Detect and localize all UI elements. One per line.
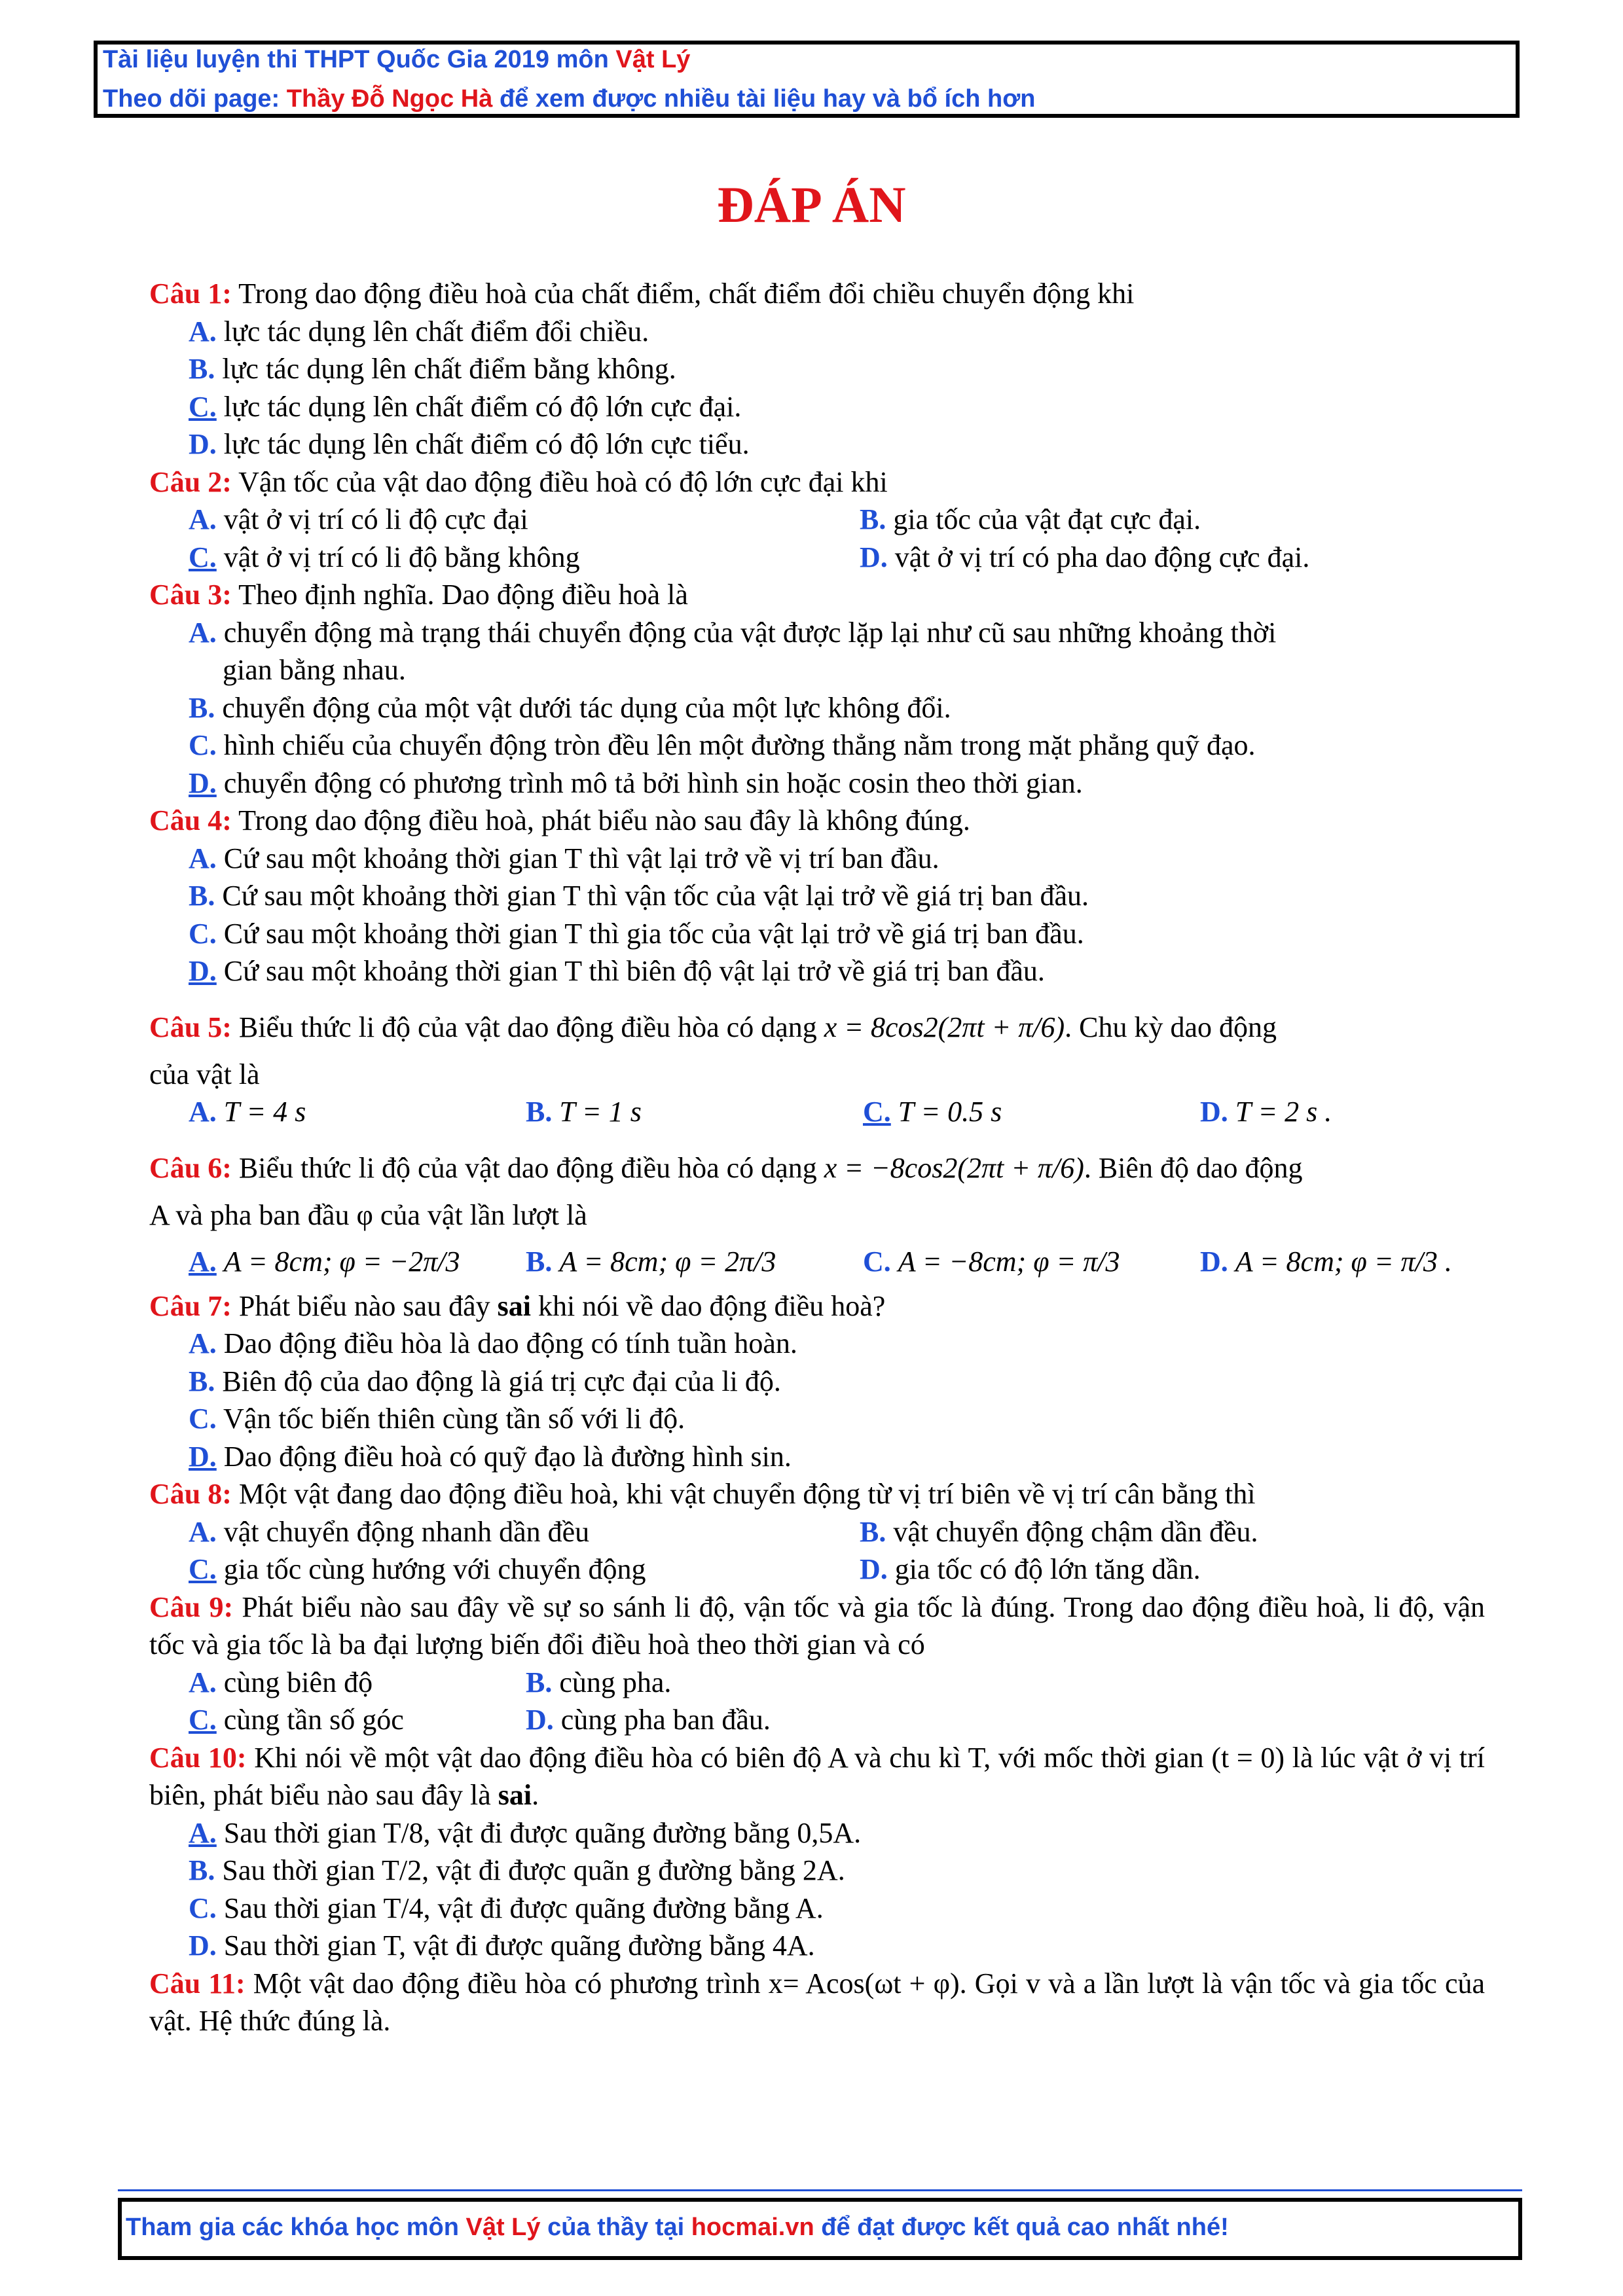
answer-marker: D. [189, 1440, 217, 1473]
question-5: Câu 5: Biểu thức li độ của vật dao động điều hòa có dạng x = 8cos2(2πt + π/6). Chu kỳ dao động của vật là A. T = 4 s B. T = 1 s C. T = 0.5 s D. T = 2 s . [149, 1011, 1332, 1128]
answer-marker: D. [189, 766, 217, 799]
question-10: Câu 10: Khi nói về một vật dao động điều hòa có biên độ A và chu kì T, với mốc thời gian (t = 0) là lúc vật ở vị trí biên, phát biểu nào sau đây là sai. A. Sau thời gian T/8, vật đi được quãng đường bằng 0,5A. B. Sau thời gian T/2, vật đi được quãn g đường bằng 2A. C. Sau thời gian T/4, vật đi được quãng đường bằng A. D. Sau thời gian T, vật đi được quãng đường bằng 4A. [149, 1741, 1486, 1962]
header-line-2: Theo dõi page: Thầy Đỗ Ngọc Hà để xem được nhiều tài liệu hay và bổ ích hơn [103, 85, 1036, 113]
question-6: Câu 6: Biểu thức li độ của vật dao động điều hòa có dạng x = −8cos2(2πt + π/6). Biên độ dao động A và pha ban đầu φ của vật lần lượt là A. A = 8cm; φ = −2π/3 B. A = 8cm; φ = 2π/3 C. A = −8cm; φ = π/3 D. A = 8cm; φ = π/3 . [149, 1151, 1452, 1278]
answer-marker: D. [189, 955, 217, 987]
answer-marker: C. [863, 1096, 891, 1128]
answer-marker: C. [189, 390, 217, 423]
footer-text: Tham gia các khóa học môn Vật Lý của thầy tại hocmai.vn để đạt được kết quả cao nhất nhé! [126, 2214, 1229, 2241]
question-2: Câu 2: Vận tốc của vật dao động điều hoà có độ lớn cực đại khi A. vật ở vị trí có li độ cực đại B. gia tốc của vật đạt cực đại. C. vật ở vị trí có li độ bằng không D. vật ở vị trí có pha dao động cực đại. [149, 465, 1310, 573]
formula: x = 8cos2(2πt + π/6) [824, 1011, 1065, 1043]
page-title: ĐÁP ÁN [717, 176, 906, 233]
footer-divider [118, 2189, 1522, 2191]
answer-marker: C. [189, 1553, 217, 1585]
answer-marker: C. [189, 541, 217, 573]
answer-marker: A. [189, 1246, 217, 1278]
question-8: Câu 8: Một vật đang dao động điều hoà, khi vật chuyển động từ vị trí biên về vị trí cân bằng thì A. vật chuyển động nhanh dần đều B. vật chuyển động chậm dần đều. C. gia tốc cùng hướng với chuyển động D. gia tốc có độ lớn tăng dần. [149, 1478, 1258, 1585]
question-11: Câu 11: Một vật dao động điều hòa có phương trình x= Acos(ωt + φ). Gọi v và a lần lượt là vận tốc và gia tốc của vật. Hệ thức đúng là. [149, 1967, 1486, 2037]
header-line-1: Tài liệu luyện thi THPT Quốc Gia 2019 môn Vật Lý [103, 46, 691, 73]
header-box [94, 41, 1520, 118]
question-9: Câu 9: Phát biểu nào sau đây về sự so sánh li độ, vận tốc và gia tốc là đúng. Trong dao động điều hoà, li độ, vận tốc và gia tốc là ba đại lượng biến đổi điều hoà theo thời gian và có A. cùng biên độ B. cùng pha. C. cùng tần số góc D. cùng pha ban đầu. [149, 1590, 1486, 1736]
question-list [149, 275, 1485, 2040]
footer-box [118, 2198, 1522, 2260]
answer-marker: A. [189, 1816, 217, 1849]
answer-marker: C. [189, 1704, 217, 1736]
question-7: Câu 7: Phát biểu nào sau đây sai khi nói về dao động điều hoà? A. Dao động điều hòa là dao động có tính tuần hoàn. B. Biên độ của dao động là giá trị cực đại của li độ. C. Vận tốc biến thiên cùng tần số với li độ. D. Dao động điều hoà có quỹ đạo là đường hình sin. [149, 1289, 886, 1473]
question-3: Câu 3: Theo định nghĩa. Dao động điều hoà là A. chuyển động mà trạng thái chuyển động của vật được lặp lại như cũ sau những khoảng thời gian bằng nhau. B. chuyển động của một vật dưới tác dụng của một lực không đổi. C. hình chiếu của chuyển động tròn đều lên một đường thẳng nằm trong mặt phẳng quỹ đạo. D. chuyển động có phương trình mô tả bởi hình sin hoặc cosin theo thời gian. [149, 579, 1277, 799]
question-1: Câu 1: Trong dao động điều hoà của chất điểm, chất điểm đổi chiều chuyển động khi A. lực tác dụng lên chất điểm đổi chiều. B. lực tác dụng lên chất điểm bằng không. C. lực tác dụng lên chất điểm có độ lớn cực đại. D. lực tác dụng lên chất điểm có độ lớn cực tiểu. [149, 278, 1135, 460]
site-link[interactable]: hocmai.vn [691, 2214, 814, 2241]
formula: x = −8cos2(2πt + π/6) [824, 1151, 1084, 1184]
question-4: Câu 4: Trong dao động điều hoà, phát biểu nào sau đây là không đúng. A. Cứ sau một khoảng thời gian T thì vật lại trở về vị trí ban đầu. B. Cứ sau một khoảng thời gian T thì vận tốc của vật lại trở về giá trị ban đầu. C. Cứ sau một khoảng thời gian T thì gia tốc của vật lại trở về giá trị ban đầu. D. Cứ sau một khoảng thời gian T thì biên độ vật lại trở về giá trị ban đầu. [149, 804, 1089, 987]
